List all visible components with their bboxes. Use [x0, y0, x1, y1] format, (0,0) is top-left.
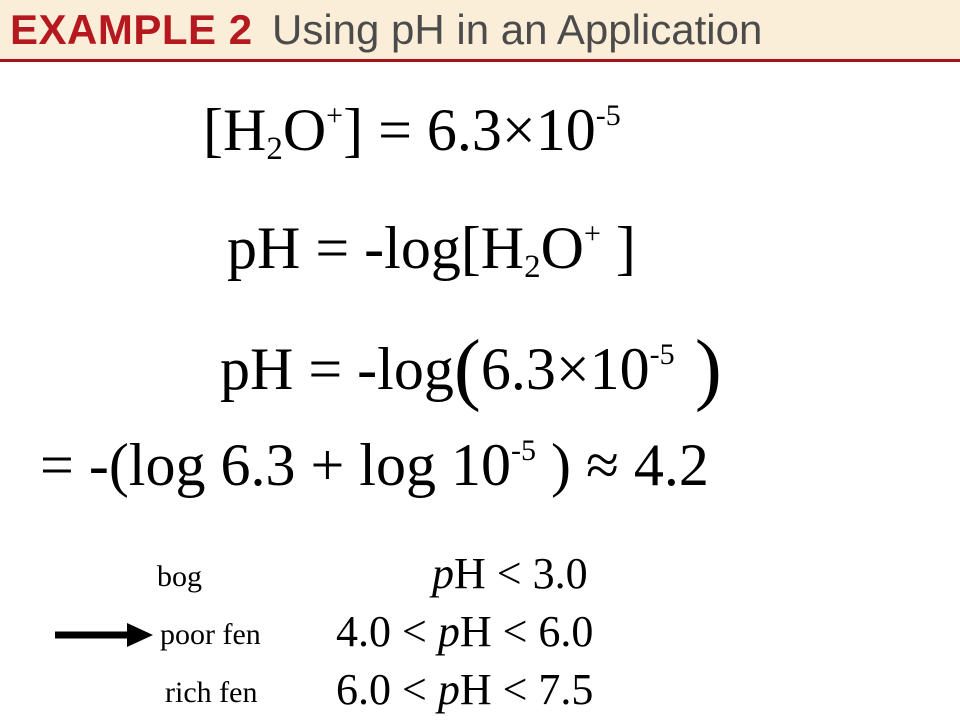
substituted-value: 6.3×10 — [480, 336, 650, 402]
subscript-2: 2 — [524, 249, 541, 286]
equation-ph-substitution — [220, 322, 722, 414]
range-upper: H < 7.5 — [459, 665, 594, 714]
range-upper: H < 6.0 — [459, 607, 594, 656]
exponent: -5 — [595, 98, 621, 132]
oxygen-symbol: O — [540, 215, 584, 281]
approximate-result: ) ≈ 4.2 — [535, 432, 709, 498]
slide-header — [0, 0, 960, 62]
exponent: -5 — [510, 433, 536, 467]
subscript-2: 2 — [266, 131, 283, 168]
bracket-left: [ — [203, 97, 223, 163]
hydrogen-symbol: H — [222, 97, 267, 163]
range-rich-fen — [336, 665, 594, 714]
example-label: EXAMPLE 2 — [10, 6, 253, 53]
range-lower: 4.0 < — [336, 607, 438, 656]
paren-right: ) — [674, 323, 722, 414]
oxygen-symbol: O — [282, 97, 327, 163]
ph-substitution-lhs: pH = -log — [220, 336, 454, 402]
range-lower: 6.0 < — [336, 665, 438, 714]
ph-definition-lhs: pH = -log[H — [227, 215, 525, 281]
p-italic: p — [437, 607, 460, 656]
range-upper: H < 3.0 — [454, 549, 588, 598]
slide-title: Using pH in an Application — [272, 6, 763, 53]
wetland-label-poor-fen: poor fen — [160, 618, 261, 651]
wetland-label-rich-fen: rich fen — [165, 676, 258, 709]
p-italic: p — [432, 549, 454, 598]
exponent: -5 — [649, 337, 675, 371]
p-italic: p — [437, 665, 460, 714]
wetland-label-bog: bog — [157, 560, 202, 593]
charge-plus: + — [326, 98, 344, 132]
equation-ph-result — [40, 432, 709, 498]
bracket-right: ] — [343, 97, 364, 163]
equation-ph-definition — [227, 215, 636, 286]
charge-plus: + — [583, 216, 601, 250]
equation-hydronium-concentration — [203, 97, 621, 168]
bracket-right: ] — [600, 215, 636, 281]
right-arrow-icon — [55, 618, 155, 652]
concentration-value: = 6.3×10 — [363, 97, 596, 163]
log-expansion: = -(log 6.3 + log 10 — [40, 432, 511, 498]
paren-left: ( — [453, 323, 481, 414]
range-poor-fen — [336, 607, 594, 656]
range-bog — [432, 549, 588, 598]
